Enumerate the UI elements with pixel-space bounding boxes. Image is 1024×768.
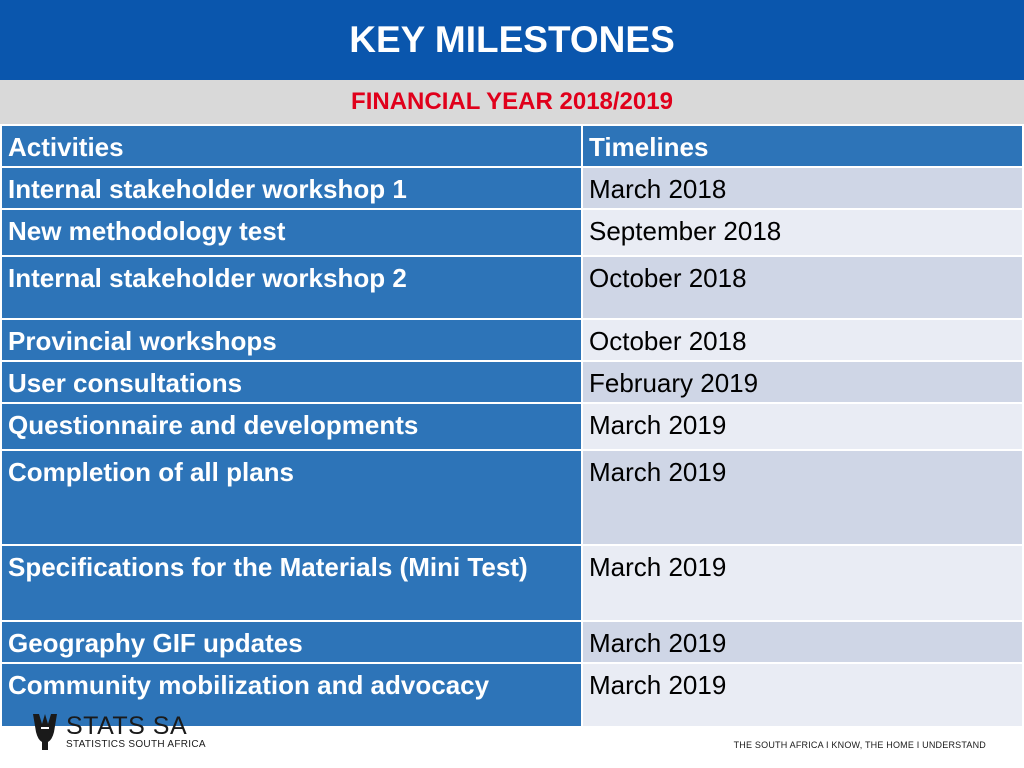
activity-cell: Geography GIF updates	[1, 621, 582, 663]
table-row	[1, 319, 1023, 361]
column-header-activities: Activities	[1, 125, 582, 167]
timeline-cell: February 2019	[582, 361, 1023, 403]
logo-text	[66, 713, 206, 751]
logo-main-text: STATS SA	[66, 712, 188, 740]
timeline-cell: March 2019	[582, 403, 1023, 450]
activity-cell: Questionnaire and developments	[1, 403, 582, 450]
title-bar	[0, 0, 1024, 80]
table-row	[1, 361, 1023, 403]
timeline-cell: March 2019	[582, 545, 1023, 621]
timeline-cell: March 2019	[582, 450, 1023, 545]
timeline-cell: October 2018	[582, 256, 1023, 319]
table-row	[1, 450, 1023, 545]
table-row	[1, 256, 1023, 319]
activity-cell: Community mobilization and advocacy	[1, 663, 582, 727]
protea-logo-icon	[30, 712, 60, 752]
table-row	[1, 167, 1023, 209]
footer-tagline: THE SOUTH AFRICA I KNOW, THE HOME I UNDERSTAND	[733, 740, 986, 750]
timeline-cell: March 2019	[582, 663, 1023, 727]
timeline-cell: March 2018	[582, 167, 1023, 209]
logo-sub-text: STATISTICS SOUTH AFRICA	[66, 739, 206, 750]
page-subtitle: FINANCIAL YEAR 2018/2019	[351, 88, 673, 115]
timeline-cell: October 2018	[582, 319, 1023, 361]
subtitle-bar	[0, 80, 1024, 124]
activity-cell: Internal stakeholder workshop 1	[1, 167, 582, 209]
activity-cell: New methodology test	[1, 209, 582, 256]
milestones-table	[0, 124, 1024, 728]
page-title: KEY MILESTONES	[349, 19, 675, 60]
activity-cell: Completion of all plans	[1, 450, 582, 545]
timeline-cell: September 2018	[582, 209, 1023, 256]
table-header-row	[1, 125, 1023, 167]
activity-cell: User consultations	[1, 361, 582, 403]
table-row	[1, 545, 1023, 621]
column-header-timelines: Timelines	[582, 125, 1023, 167]
timeline-cell: March 2019	[582, 621, 1023, 663]
table-row	[1, 621, 1023, 663]
table-row	[1, 403, 1023, 450]
activity-cell: Provincial workshops	[1, 319, 582, 361]
activity-cell: Internal stakeholder workshop 2	[1, 256, 582, 319]
table-row	[1, 209, 1023, 256]
activity-cell: Specifications for the Materials (Mini Test)	[1, 545, 582, 621]
stats-sa-logo	[30, 710, 206, 754]
